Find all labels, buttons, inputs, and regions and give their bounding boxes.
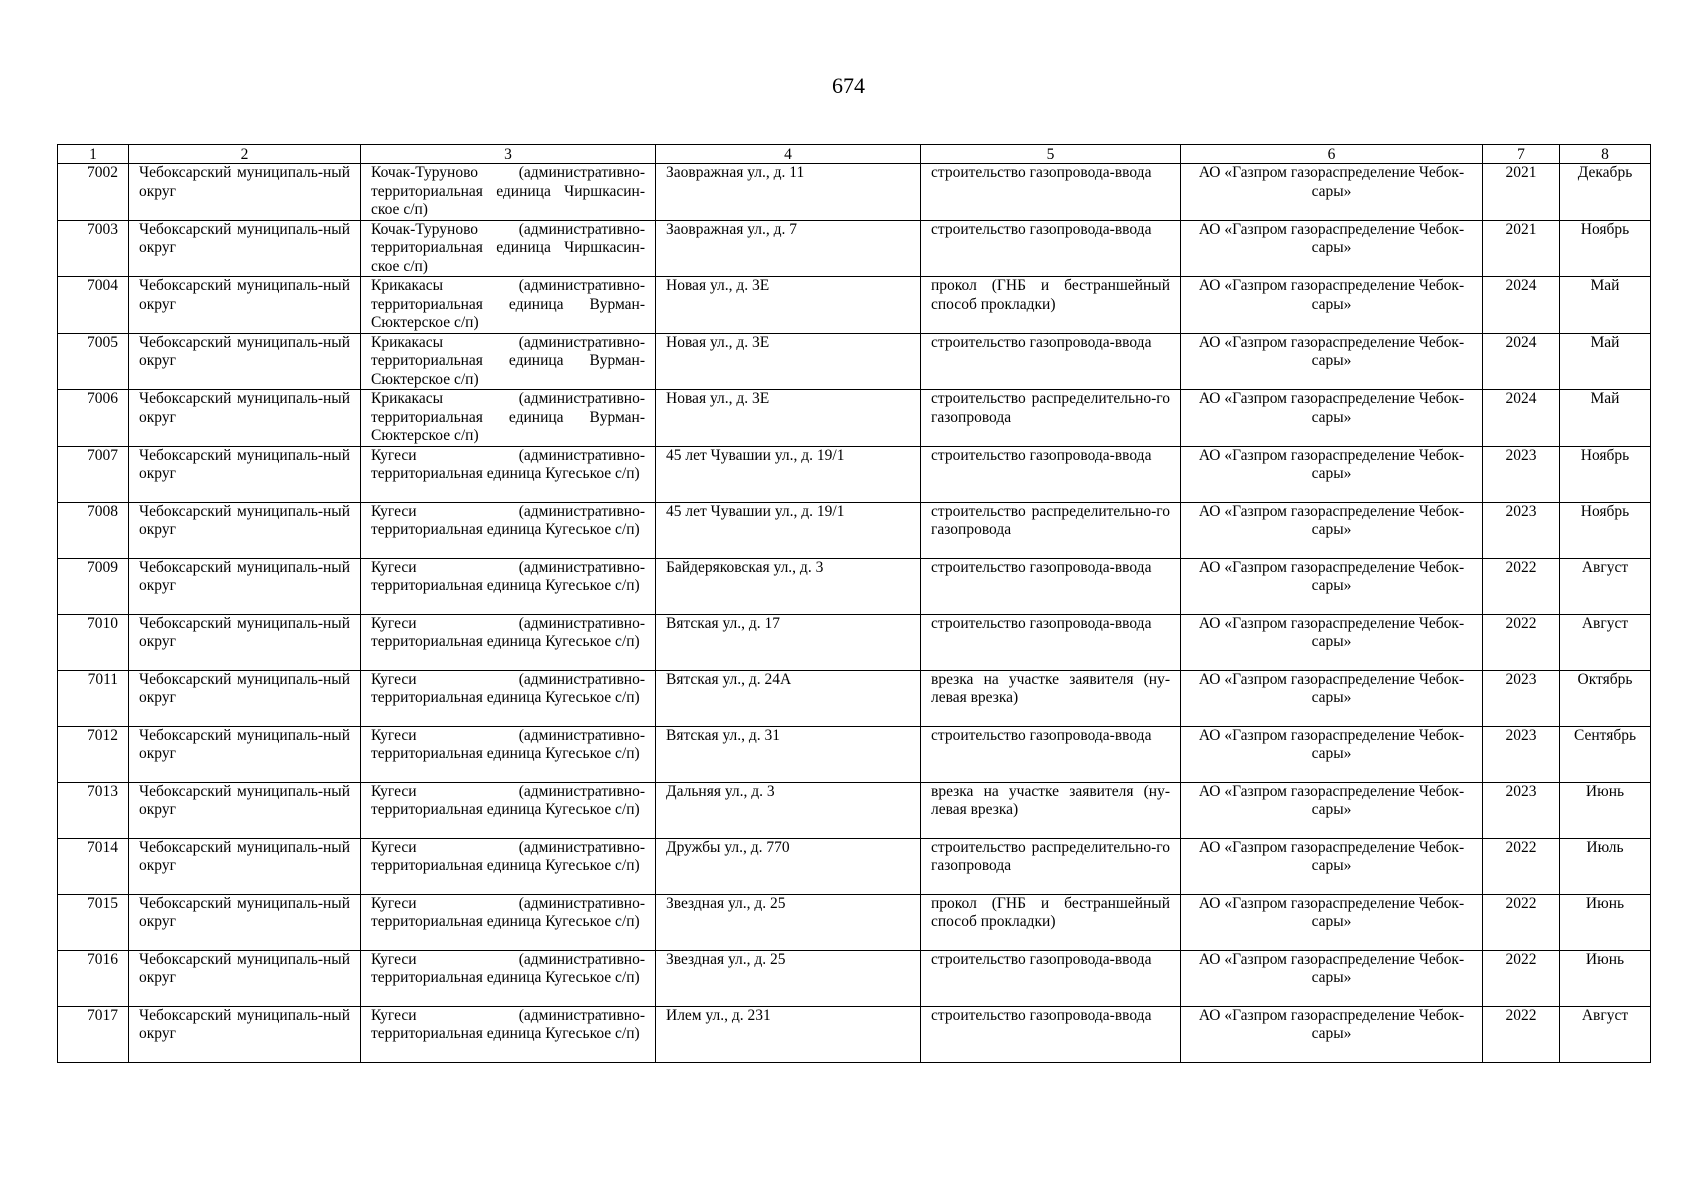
work-type-cell: строительство распределительно-го газопровода [921,838,1181,894]
locality-cell: Кугеси (административно-территориальная единица Кугеськое с/п) [361,558,656,614]
work-type-cell: строительство газопровода-ввода [921,164,1181,221]
row-number: 7012 [58,726,129,782]
month-cell: Ноябрь [1560,220,1651,277]
address-cell: Илем ул., д. 231 [656,1006,921,1062]
year-cell: 2023 [1483,446,1560,502]
row-number: 7010 [58,614,129,670]
column-header: 2 [129,145,361,164]
year-cell: 2023 [1483,782,1560,838]
organization-cell: АО «Газпром газораспределение Чебок-сары» [1181,446,1483,502]
month-cell: Ноябрь [1560,502,1651,558]
month-cell: Май [1560,277,1651,334]
row-number: 7011 [58,670,129,726]
district-cell: Чебоксарский муниципаль-ный округ [129,502,361,558]
work-type-cell: строительство газопровода-ввода [921,950,1181,1006]
organization-cell: АО «Газпром газораспределение Чебок-сары» [1181,502,1483,558]
locality-cell: Крикакасы (административно-территориальная единица Вурман-Сюктерское с/п) [361,277,656,334]
organization-cell: АО «Газпром газораспределение Чебок-сары» [1181,726,1483,782]
organization-cell: АО «Газпром газораспределение Чебок-сары» [1181,1006,1483,1062]
table-row [58,838,1651,894]
district-cell: Чебоксарский муниципаль-ный округ [129,333,361,390]
column-header: 6 [1181,145,1483,164]
address-cell: Дальняя ул., д. 3 [656,782,921,838]
work-type-cell: строительство газопровода-ввода [921,446,1181,502]
month-cell: Июнь [1560,950,1651,1006]
work-type-cell: строительство газопровода-ввода [921,1006,1181,1062]
address-cell: Вятская ул., д. 17 [656,614,921,670]
month-cell: Июль [1560,838,1651,894]
month-cell: Август [1560,558,1651,614]
organization-cell: АО «Газпром газораспределение Чебок-сары» [1181,894,1483,950]
page-number: 674 [832,73,865,98]
row-number: 7014 [58,838,129,894]
year-cell: 2022 [1483,894,1560,950]
organization-cell: АО «Газпром газораспределение Чебок-сары» [1181,614,1483,670]
district-cell: Чебоксарский муниципаль-ный округ [129,220,361,277]
month-cell: Октябрь [1560,670,1651,726]
year-cell: 2024 [1483,333,1560,390]
year-cell: 2023 [1483,502,1560,558]
work-type-cell: врезка на участке заявителя (ну-левая врезка) [921,670,1181,726]
work-type-cell: строительство газопровода-ввода [921,558,1181,614]
row-number: 7003 [58,220,129,277]
organization-cell: АО «Газпром газораспределение Чебок-сары» [1181,220,1483,277]
district-cell: Чебоксарский муниципаль-ный округ [129,614,361,670]
row-number: 7007 [58,446,129,502]
locality-cell: Кугеси (административно-территориальная единица Кугеськое с/п) [361,950,656,1006]
address-cell: 45 лет Чувашии ул., д. 19/1 [656,502,921,558]
locality-cell: Кочак-Туруново (административно-территориальная единица Чиршкасин-ское с/п) [361,220,656,277]
work-type-cell: прокол (ГНБ и бестраншейный способ прокладки) [921,894,1181,950]
row-number: 7013 [58,782,129,838]
organization-cell: АО «Газпром газораспределение Чебок-сары» [1181,333,1483,390]
district-cell: Чебоксарский муниципаль-ный округ [129,726,361,782]
locality-cell: Крикакасы (административно-территориальная единица Вурман-Сюктерское с/п) [361,390,656,447]
locality-cell: Кугеси (административно-территориальная единица Кугеськое с/п) [361,502,656,558]
locality-cell: Кугеси (административно-территориальная единица Кугеськое с/п) [361,894,656,950]
year-cell: 2022 [1483,838,1560,894]
row-number: 7009 [58,558,129,614]
work-type-cell: строительство распределительно-го газопровода [921,502,1181,558]
address-cell: Байдеряковская ул., д. 3 [656,558,921,614]
work-type-cell: строительство газопровода-ввода [921,614,1181,670]
year-cell: 2021 [1483,220,1560,277]
year-cell: 2024 [1483,277,1560,334]
locality-cell: Крикакасы (административно-территориальная единица Вурман-Сюктерское с/п) [361,333,656,390]
organization-cell: АО «Газпром газораспределение Чебок-сары» [1181,838,1483,894]
year-cell: 2021 [1483,164,1560,221]
table-row [58,670,1651,726]
work-type-cell: прокол (ГНБ и бестраншейный способ прокладки) [921,277,1181,334]
table-row [58,950,1651,1006]
organization-cell: АО «Газпром газораспределение Чебок-сары» [1181,390,1483,447]
district-cell: Чебоксарский муниципаль-ный округ [129,670,361,726]
locality-cell: Кугеси (административно-территориальная единица Кугеськое с/п) [361,446,656,502]
work-type-cell: строительство газопровода-ввода [921,220,1181,277]
month-cell: Май [1560,390,1651,447]
year-cell: 2022 [1483,1006,1560,1062]
year-cell: 2022 [1483,558,1560,614]
column-header: 4 [656,145,921,164]
work-type-cell: врезка на участке заявителя (ну-левая врезка) [921,782,1181,838]
district-cell: Чебоксарский муниципаль-ный округ [129,390,361,447]
locality-cell: Кугеси (административно-территориальная единица Кугеськое с/п) [361,782,656,838]
table-row [58,277,1651,334]
table-row [58,220,1651,277]
year-cell: 2023 [1483,670,1560,726]
column-header: 1 [58,145,129,164]
year-cell: 2024 [1483,390,1560,447]
year-cell: 2022 [1483,614,1560,670]
month-cell: Июнь [1560,894,1651,950]
table-row [58,390,1651,447]
address-cell: Заовражная ул., д. 11 [656,164,921,221]
table-row [58,502,1651,558]
locality-cell: Кугеси (административно-территориальная единица Кугеськое с/п) [361,614,656,670]
month-cell: Сентябрь [1560,726,1651,782]
organization-cell: АО «Газпром газораспределение Чебок-сары» [1181,164,1483,221]
row-number: 7016 [58,950,129,1006]
address-cell: Вятская ул., д. 24А [656,670,921,726]
month-cell: Ноябрь [1560,446,1651,502]
address-cell: Дружбы ул., д. 770 [656,838,921,894]
table-row [58,614,1651,670]
row-number: 7017 [58,1006,129,1062]
row-number: 7015 [58,894,129,950]
month-cell: Август [1560,614,1651,670]
data-table [57,144,1651,1063]
organization-cell: АО «Газпром газораспределение Чебок-сары» [1181,950,1483,1006]
locality-cell: Кугеси (административно-территориальная единица Кугеськое с/п) [361,670,656,726]
table-row [58,782,1651,838]
table-row [58,1006,1651,1062]
column-header: 8 [1560,145,1651,164]
address-cell: Новая ул., д. 3Е [656,277,921,334]
district-cell: Чебоксарский муниципаль-ный округ [129,894,361,950]
column-header: 7 [1483,145,1560,164]
locality-cell: Кугеси (административно-территориальная единица Кугеськое с/п) [361,1006,656,1062]
address-cell: Звездная ул., д. 25 [656,950,921,1006]
address-cell: Звездная ул., д. 25 [656,894,921,950]
row-number: 7005 [58,333,129,390]
locality-cell: Кочак-Туруново (административно-территориальная единица Чиршкасин-ское с/п) [361,164,656,221]
table-row [58,446,1651,502]
work-type-cell: строительство распределительно-го газопровода [921,390,1181,447]
district-cell: Чебоксарский муниципаль-ный округ [129,950,361,1006]
row-number: 7006 [58,390,129,447]
table-row [58,558,1651,614]
column-header: 5 [921,145,1181,164]
organization-cell: АО «Газпром газораспределение Чебок-сары» [1181,558,1483,614]
work-type-cell: строительство газопровода-ввода [921,333,1181,390]
locality-cell: Кугеси (административно-территориальная единица Кугеськое с/п) [361,726,656,782]
organization-cell: АО «Газпром газораспределение Чебок-сары» [1181,782,1483,838]
table-row [58,894,1651,950]
organization-cell: АО «Газпром газораспределение Чебок-сары» [1181,277,1483,334]
district-cell: Чебоксарский муниципаль-ный округ [129,277,361,334]
table-row [58,726,1651,782]
table-row [58,164,1651,221]
year-cell: 2022 [1483,950,1560,1006]
locality-cell: Кугеси (административно-территориальная единица Кугеськое с/п) [361,838,656,894]
work-type-cell: строительство газопровода-ввода [921,726,1181,782]
address-cell: Новая ул., д. 3Е [656,333,921,390]
district-cell: Чебоксарский муниципаль-ный округ [129,446,361,502]
address-cell: Заовражная ул., д. 7 [656,220,921,277]
district-cell: Чебоксарский муниципаль-ный округ [129,838,361,894]
row-number: 7002 [58,164,129,221]
organization-cell: АО «Газпром газораспределение Чебок-сары» [1181,670,1483,726]
address-cell: Новая ул., д. 3Е [656,390,921,447]
month-cell: Июнь [1560,782,1651,838]
address-cell: Вятская ул., д. 31 [656,726,921,782]
row-number: 7008 [58,502,129,558]
month-cell: Декабрь [1560,164,1651,221]
year-cell: 2023 [1483,726,1560,782]
district-cell: Чебоксарский муниципаль-ный округ [129,782,361,838]
district-cell: Чебоксарский муниципаль-ный округ [129,558,361,614]
column-header: 3 [361,145,656,164]
month-cell: Август [1560,1006,1651,1062]
table-row [58,333,1651,390]
address-cell: 45 лет Чувашии ул., д. 19/1 [656,446,921,502]
row-number: 7004 [58,277,129,334]
district-cell: Чебоксарский муниципаль-ный округ [129,164,361,221]
district-cell: Чебоксарский муниципаль-ный округ [129,1006,361,1062]
table-header-row [58,145,1651,164]
month-cell: Май [1560,333,1651,390]
